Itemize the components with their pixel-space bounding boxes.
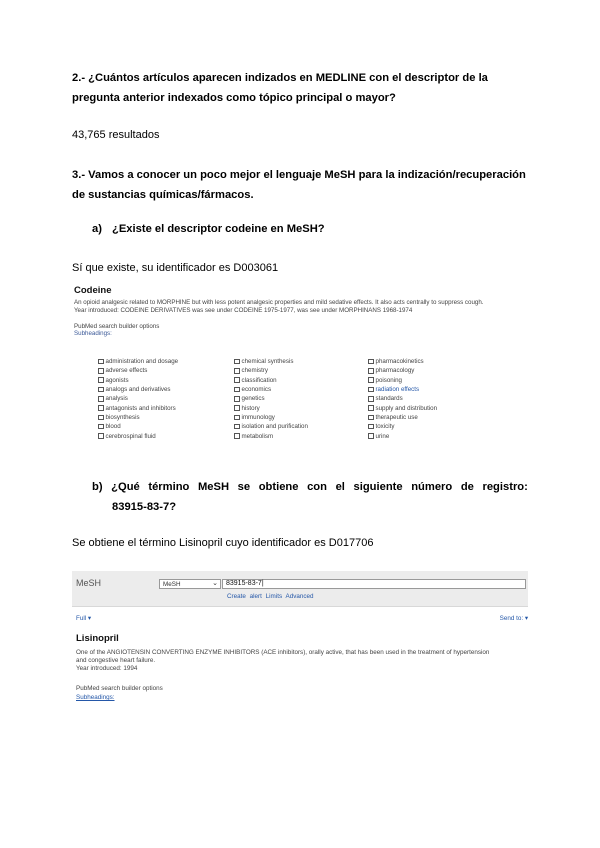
checkbox-icon[interactable] — [234, 415, 240, 421]
codeine-record — [74, 285, 534, 455]
checkbox-icon[interactable] — [234, 424, 240, 430]
answer-a: Sí que existe, su identificador es D003061 — [72, 262, 279, 274]
search-input[interactable] — [222, 579, 526, 589]
question-b — [92, 477, 528, 517]
checkbox-icon[interactable] — [368, 433, 374, 439]
question-2-line2: pregunta anterior indexados como tópico principal o mayor? — [72, 92, 396, 104]
checkbox-item[interactable]: supply and distribution — [368, 403, 518, 412]
checkbox-icon[interactable] — [368, 387, 374, 393]
checkbox-icon[interactable] — [98, 377, 104, 383]
checkbox-icon[interactable] — [368, 415, 374, 421]
lisinopril-desc-line2: and congestive heart failure. — [76, 657, 156, 664]
codeine-title: Codeine — [74, 285, 112, 296]
checkbox-icon[interactable] — [234, 405, 240, 411]
checkbox-item[interactable]: poisoning — [368, 376, 518, 385]
checkbox-icon[interactable] — [98, 387, 104, 393]
checkbox-icon[interactable] — [98, 415, 104, 421]
checkbox-item[interactable]: radiation effects — [368, 385, 518, 394]
checkbox-item[interactable]: adverse effects — [98, 366, 234, 375]
subheadings-link[interactable]: Subheadings: — [76, 694, 115, 701]
question-a-text: ¿Existe el descriptor codeine en MeSH? — [112, 223, 325, 235]
checkbox-item[interactable]: standards — [368, 394, 518, 403]
question-a-label: a) — [92, 223, 102, 235]
question-3 — [72, 165, 528, 205]
checkbox-item[interactable]: cerebrospinal fluid — [98, 431, 234, 440]
subheadings-link[interactable]: Subheadings: — [74, 330, 112, 337]
checkbox-item[interactable]: classification — [234, 376, 368, 385]
mesh-logo: MeSH — [76, 578, 102, 588]
checkbox-icon[interactable] — [368, 396, 374, 402]
pubmed-builder-label: PubMed search builder options — [76, 685, 163, 692]
checkbox-item[interactable]: immunology — [234, 413, 368, 422]
checkbox-item[interactable]: chemistry — [234, 366, 368, 375]
checkbox-item[interactable]: therapeutic use — [368, 413, 518, 422]
checkbox-icon[interactable] — [234, 377, 240, 383]
question-b-line1: b) ¿Qué término MeSH se obtiene con el siguiente número de registro: — [92, 477, 528, 497]
codeine-desc-line2: Year introduced: CODEINE DERIVATIVES was see under CODEINE 1975-1977, was see under MORPHINANS 1968-1974 — [74, 307, 413, 314]
checkbox-item[interactable]: blood — [98, 422, 234, 431]
checkbox-icon[interactable] — [234, 396, 240, 402]
mesh-record — [72, 571, 528, 721]
question-b-line2: 83915-83-7? — [112, 501, 177, 513]
checkbox-icon[interactable] — [368, 368, 374, 374]
answer-2: 43,765 resultados — [72, 129, 160, 141]
checkbox-icon[interactable] — [98, 396, 104, 402]
checkbox-icon[interactable] — [98, 405, 104, 411]
checkbox-icon[interactable] — [368, 377, 374, 383]
chevron-down-icon: ⌄ — [212, 580, 218, 587]
question-2-line1: 2.- ¿Cuántos artículos aparecen indizados en MEDLINE con el descriptor de la — [72, 72, 488, 84]
subheadings-col-3 — [368, 357, 518, 441]
lisinopril-year: Year introduced: 1994 — [76, 665, 138, 672]
checkbox-item[interactable]: urine — [368, 431, 518, 440]
checkbox-item[interactable]: chemical synthesis — [234, 357, 368, 366]
database-select[interactable] — [159, 579, 221, 589]
checkbox-item[interactable]: metabolism — [234, 431, 368, 440]
checkbox-item[interactable]: pharmacokinetics — [368, 357, 518, 366]
subheadings-col-1 — [98, 357, 234, 441]
lisinopril-description — [76, 649, 528, 673]
checkbox-icon[interactable] — [368, 405, 374, 411]
checkbox-item[interactable]: agonists — [98, 376, 234, 385]
checkbox-icon[interactable] — [234, 433, 240, 439]
subheadings-col-2 — [234, 357, 368, 441]
checkbox-item[interactable]: antagonists and inhibitors — [98, 403, 234, 412]
checkbox-icon[interactable] — [234, 368, 240, 374]
subheadings-grid — [98, 357, 518, 441]
checkbox-item[interactable]: analysis — [98, 394, 234, 403]
send-to-dropdown[interactable]: Send to: ▾ — [499, 615, 528, 622]
lisinopril-desc-line1: One of the ANGIOTENSIN CONVERTING ENZYME INHIBITORS (ACE inhibitors), orally active, that has been used in the treatment of hypertension — [76, 649, 490, 656]
format-dropdown[interactable]: Full ▾ — [76, 615, 92, 622]
pubmed-builder-label: PubMed search builder options — [74, 323, 160, 330]
checkbox-icon[interactable] — [368, 424, 374, 430]
question-3-line2: de sustancias químicas/fármacos. — [72, 189, 254, 201]
checkbox-item[interactable]: genetics — [234, 394, 368, 403]
checkbox-icon[interactable] — [98, 359, 104, 365]
mesh-search-bar — [72, 571, 528, 607]
checkbox-item[interactable]: history — [234, 403, 368, 412]
question-3-line1: 3.- Vamos a conocer un poco mejor el lenguaje MeSH para la indización/recuperación — [72, 169, 526, 181]
checkbox-item[interactable]: administration and dosage — [98, 357, 234, 366]
codeine-desc-line1: An opioid analgesic related to MORPHINE but with less potent analgesic properties and mild sedative effects. It also acts centrally to suppress cough. — [74, 299, 484, 306]
lisinopril-title: Lisinopril — [76, 633, 119, 644]
question-2 — [72, 68, 528, 108]
checkbox-item[interactable]: biosynthesis — [98, 413, 234, 422]
search-input-value: 83915-83-7 — [226, 580, 262, 587]
checkbox-icon[interactable] — [368, 359, 374, 365]
checkbox-item[interactable]: analogs and derivatives — [98, 385, 234, 394]
question-a — [92, 223, 325, 235]
question-b-label: b) — [92, 481, 103, 493]
checkbox-icon[interactable] — [234, 359, 240, 365]
answer-b: Se obtiene el término Lisinopril cuyo identificador es D017706 — [72, 537, 374, 549]
checkbox-item[interactable]: pharmacology — [368, 366, 518, 375]
checkbox-icon[interactable] — [98, 433, 104, 439]
checkbox-item[interactable]: economics — [234, 385, 368, 394]
checkbox-item[interactable]: toxicity — [368, 422, 518, 431]
checkbox-icon[interactable] — [98, 368, 104, 374]
checkbox-icon[interactable] — [234, 387, 240, 393]
search-links[interactable]: Create alert Limits Advanced — [227, 593, 314, 600]
checkbox-icon[interactable] — [98, 424, 104, 430]
text-cursor: | — [261, 580, 264, 587]
database-select-value: MeSH — [163, 581, 181, 588]
codeine-description — [74, 299, 534, 315]
checkbox-item[interactable]: isolation and purification — [234, 422, 368, 431]
